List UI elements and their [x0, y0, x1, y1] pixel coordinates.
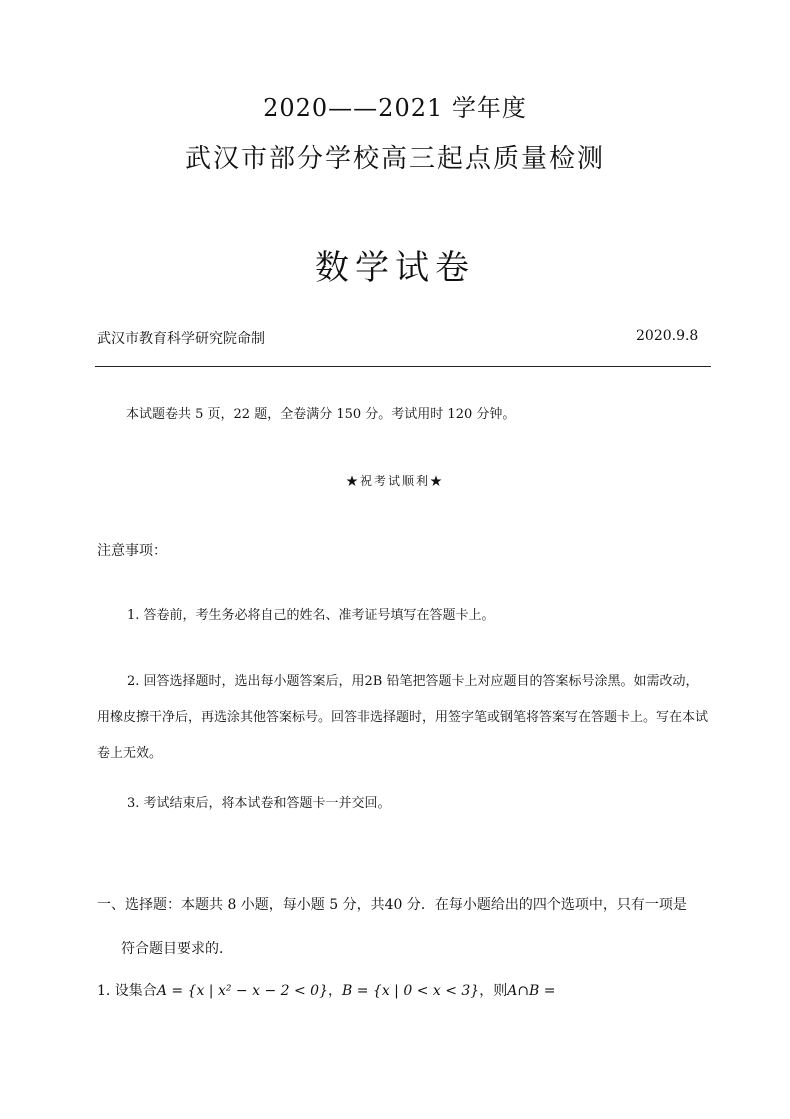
section-one-line-1: 一、选择题：本题共 8 小题，每小题 5 分，共40 分．在每小题给出的四个选项中，只有一项是	[97, 897, 687, 913]
question-1-suffix: ，则	[479, 983, 508, 999]
notice-item-3: 3. 考试结束后，将本试卷和答题卡一并交回。	[127, 796, 391, 811]
question-1-set-a: A = {x | x² − x − 2 < 0}	[156, 983, 328, 999]
question-1-prefix: 1. 设集合	[97, 983, 157, 999]
subject-title: 数学试卷	[315, 248, 475, 288]
section-one-header	[97, 883, 711, 971]
header-divider	[95, 366, 711, 367]
year-line: 2020——2021 学年度	[263, 94, 527, 122]
question-1-expression: A∩B =	[507, 983, 556, 999]
notice-item-1: 1. 答卷前，考生务必将自己的姓名、准考证号填写在答题卡上。	[127, 608, 495, 623]
question-1	[97, 980, 556, 1000]
question-1-set-b: B = {x | 0 < x < 3}	[342, 983, 480, 999]
section-one-line-2: 符合题目要求的．	[121, 941, 233, 957]
intro-text: 本试题卷共 5 页，22 题，全卷满分 150 分。考试用时 120 分钟。	[126, 407, 516, 422]
question-1-separator: ，	[328, 983, 342, 999]
good-luck-line: ★祝考试顺利★	[345, 474, 444, 488]
notice-item-2: 2. 回答选择题时，选出每小题答案后，用2B 铅笔把答题卡上对应题目的答案标号涂黑。如需改动，用橡皮擦干净后，再选涂其他答案标号。回答非选择题时，用签字笔或钢笔将答案写在答题卡上。写在本试卷上无效。	[97, 674, 709, 761]
exam-date: 2020.9.8	[636, 328, 699, 344]
institute-label: 武汉市教育科学研究院命制	[97, 331, 265, 347]
notice-title: 注意事项：	[97, 543, 167, 559]
exam-title: 武汉市部分学校高三起点质量检测	[184, 144, 605, 174]
